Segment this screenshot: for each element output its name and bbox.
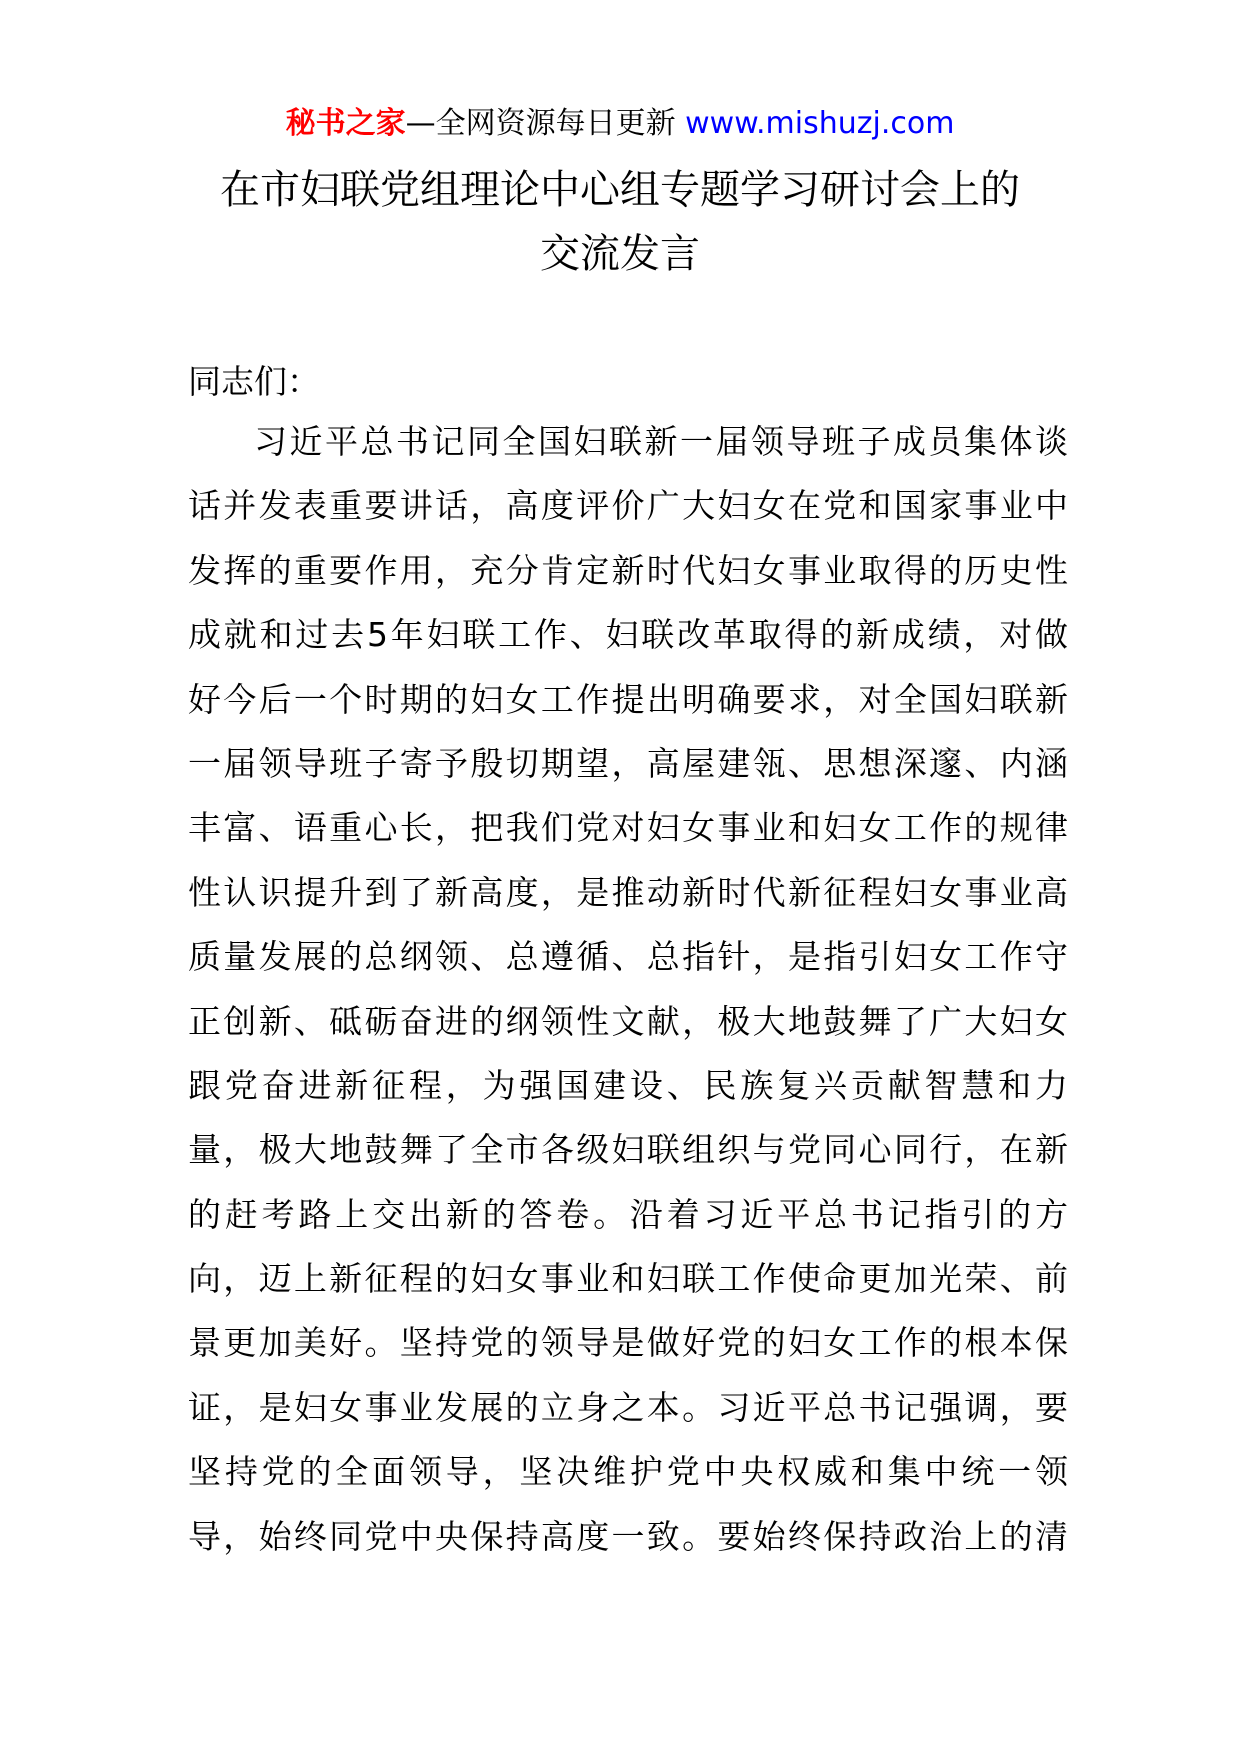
site-header: [0, 103, 1240, 145]
site-url-link[interactable]: www.mishuzj.com: [685, 106, 955, 141]
body-line: 景更加美好。坚持党的领导是做好党的妇女工作的根本保: [188, 1323, 1068, 1363]
body-line: 跟党奋进新征程，为强国建设、民族复兴贡献智慧和力: [188, 1065, 1068, 1105]
body-line: 习近平总书记同全国妇联新一届领导班子成员集体谈: [254, 422, 1068, 461]
body-line: 质量发展的总纲领、总遵循、总指针，是指引妇女工作守: [188, 937, 1068, 977]
body-line: 发挥的重要作用，充分肯定新时代妇女事业取得的历史性: [188, 550, 1068, 590]
body-line: 成就和过去5年妇联工作、妇联改革取得的新成绩，对做: [188, 615, 1068, 655]
document-title-line: 在市妇联党组理论中心组专题学习研讨会上的: [220, 167, 1020, 213]
body-line: 量，极大地鼓舞了全市各级妇联组织与党同心同行，在新: [188, 1130, 1068, 1170]
body-line: 正创新、砥砺奋进的纲领性文献，极大地鼓舞了广大妇女: [188, 1001, 1068, 1041]
document-title: [150, 158, 1090, 286]
document-title-line: 交流发言: [540, 231, 700, 277]
body-line: 好今后一个时期的妇女工作提出明确要求，对全国妇联新: [188, 679, 1068, 719]
body-line: 性认识提升到了新高度，是推动新时代新征程妇女事业高: [188, 872, 1068, 912]
body-paragraph: [188, 419, 1068, 1578]
body-line: 证，是妇女事业发展的立身之本。习近平总书记强调，要: [188, 1387, 1068, 1427]
body-line: 导，始终同党中央保持高度一致。要始终保持政治上的清: [188, 1516, 1068, 1556]
salutation: 同志们：: [188, 362, 320, 401]
header-slogan: —全网资源每日更新: [405, 106, 676, 141]
body-line: 向，迈上新征程的妇女事业和妇联工作使命更加光荣、前: [188, 1259, 1068, 1299]
body-line: 话并发表重要讲话，高度评价广大妇女在党和国家事业中: [188, 486, 1068, 526]
body-line: 一届领导班子寄予殷切期望，高屋建瓴、思想深邃、内涵: [188, 743, 1068, 783]
body-line: 坚持党的全面领导，坚决维护党中央权威和集中统一领: [188, 1452, 1068, 1492]
body-line: 丰富、语重心长，把我们党对妇女事业和妇女工作的规律: [188, 808, 1068, 848]
brand-name: 秘书之家: [285, 106, 406, 141]
body-line: 的赶考路上交出新的答卷。沿着习近平总书记指引的方: [188, 1194, 1068, 1234]
